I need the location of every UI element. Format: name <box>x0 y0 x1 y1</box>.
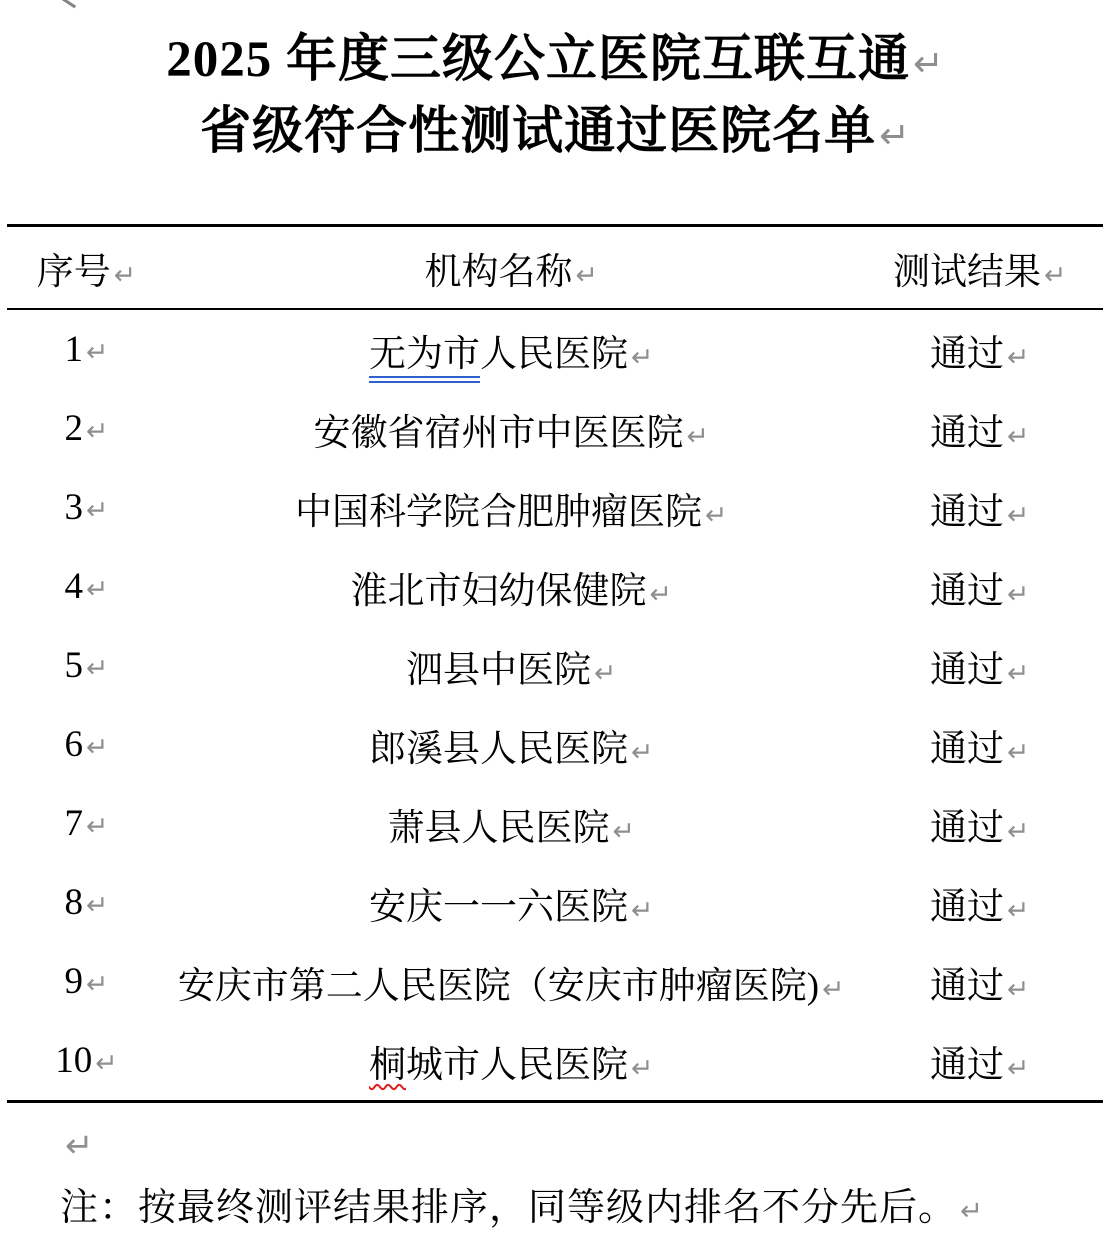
paragraph-mark-icon: ↵ <box>86 416 109 447</box>
hospital-name-text: 人民医院 <box>479 333 628 375</box>
paragraph-mark-icon: ↵ <box>113 259 137 291</box>
paragraph-mark-icon: ↵ <box>86 574 109 605</box>
serial-number: 2 <box>64 408 84 449</box>
hospital-name-text: 城市人民医院 <box>405 1044 628 1086</box>
cell-institution <box>166 481 856 535</box>
cell-result <box>856 797 1103 851</box>
title-line-1 <box>0 26 1110 98</box>
test-result: 通过 <box>930 965 1005 1007</box>
test-result: 通过 <box>930 333 1005 375</box>
paragraph-mark-icon: ↵ <box>704 499 728 531</box>
test-result: 通过 <box>930 886 1005 928</box>
footnote <box>60 1176 983 1231</box>
paragraph-mark-icon: ↵ <box>1007 894 1030 926</box>
paragraph-mark-icon: ↵ <box>822 973 845 1005</box>
header-cell-institution <box>166 241 856 295</box>
hospital-name <box>369 887 628 928</box>
paragraph-mark-icon: ↵ <box>630 894 654 926</box>
hospital-name-text: 安徽省宿州市中医医院 <box>313 412 684 454</box>
cell-institution <box>166 876 856 930</box>
hospital-name <box>406 650 591 691</box>
serial-number: 10 <box>55 1040 93 1081</box>
paragraph-mark-icon: ↵ <box>86 969 109 1000</box>
cell-serial <box>7 565 166 608</box>
paragraph-mark-icon: ↵ <box>630 341 654 373</box>
paragraph-mark-icon: ↵ <box>95 1048 118 1079</box>
cell-result <box>856 323 1103 377</box>
hospital-name-text: 淮北市妇幼保健院 <box>350 570 647 612</box>
paragraph-mark-icon: ↵ <box>86 337 109 368</box>
paragraph-mark-icon: ↵ <box>86 732 109 763</box>
paragraph-mark-icon: ↵ <box>1007 657 1030 689</box>
table-row <box>7 705 1103 784</box>
cell-institution <box>166 323 856 377</box>
paragraph-mark-icon: ↵ <box>86 890 109 921</box>
hospital-name-text: 萧县人民医院 <box>387 807 610 849</box>
cell-serial <box>7 1039 166 1082</box>
hospital-name <box>313 413 683 454</box>
paragraph-mark-icon: ↵ <box>86 653 109 684</box>
table-row <box>7 626 1103 705</box>
hospital-table <box>7 224 1103 1103</box>
hospital-name-text: 泗县中医院 <box>405 649 591 691</box>
cell-serial <box>7 486 166 529</box>
header-result-text: 测试结果 <box>893 251 1042 293</box>
hospital-name-text: 安庆市第二人民医院（安庆市肿瘤医院) <box>177 965 820 1007</box>
serial-number: 3 <box>64 487 84 528</box>
cell-result <box>856 481 1103 535</box>
table-header-row <box>7 224 1103 310</box>
cell-result <box>856 876 1103 930</box>
paragraph-mark-icon: ↵ <box>879 114 910 157</box>
hospital-name-text: 安庆一一六医院 <box>368 886 628 928</box>
title-line-2 <box>0 98 1110 170</box>
title-line-1-text: 2025 年度三级公立医院互联互通 <box>166 32 910 88</box>
hospital-name <box>369 334 628 383</box>
paragraph-mark-icon: ↵ <box>960 1196 983 1227</box>
header-cell-serial <box>7 241 166 295</box>
document-title <box>0 26 1110 170</box>
header-cell-result <box>856 241 1103 295</box>
cell-result <box>856 1034 1103 1088</box>
table-row <box>7 389 1103 468</box>
test-result: 通过 <box>930 1044 1005 1086</box>
paragraph-mark-icon: ↵ <box>686 420 709 452</box>
cell-serial <box>7 644 166 687</box>
test-result: 通过 <box>930 728 1005 770</box>
hospital-name <box>350 571 646 612</box>
serial-number: 4 <box>64 566 84 607</box>
test-result: 通过 <box>930 807 1005 849</box>
paragraph-mark-icon: ↵ <box>1007 973 1030 1005</box>
cell-result <box>856 560 1103 614</box>
paragraph-mark-icon: ↵ <box>649 578 672 610</box>
cell-serial <box>7 881 166 924</box>
paragraph-mark-icon: ↵ <box>1007 578 1030 610</box>
cell-institution <box>166 797 856 851</box>
cell-serial <box>7 802 166 845</box>
table-row <box>7 863 1103 942</box>
paragraph-mark-icon: ↵ <box>1007 815 1030 847</box>
table-row <box>7 310 1103 389</box>
test-result: 通过 <box>930 570 1005 612</box>
hospital-name <box>369 1045 628 1086</box>
serial-number: 6 <box>64 724 84 765</box>
table-row <box>7 547 1103 626</box>
paragraph-mark-icon: ↵ <box>1007 499 1030 531</box>
cell-serial <box>7 723 166 766</box>
test-result: 通过 <box>930 491 1005 533</box>
cell-serial <box>7 960 166 1003</box>
serial-number: 7 <box>64 803 84 844</box>
table-row <box>7 1021 1103 1100</box>
cell-result <box>856 639 1103 693</box>
hospital-name-spell-marked: 桐 <box>368 1044 406 1086</box>
paragraph-mark-icon: ↵ <box>630 736 654 768</box>
cell-institution <box>166 402 856 456</box>
test-result: 通过 <box>930 412 1005 454</box>
table-body <box>7 310 1103 1103</box>
table-row <box>7 784 1103 863</box>
serial-number: 1 <box>64 329 84 370</box>
test-result: 通过 <box>930 649 1005 691</box>
hospital-name <box>295 492 702 533</box>
cell-institution <box>166 955 856 1009</box>
hospital-name-text: 郎溪县人民医院 <box>368 728 628 770</box>
hospital-name-text: 中国科学院合肥肿瘤医院 <box>294 491 702 533</box>
title-line-2-text: 省级符合性测试通过医院名单 <box>200 104 877 160</box>
hospital-name <box>178 966 819 1007</box>
hospital-name-grammar-marked: 无为市 <box>369 334 480 383</box>
cell-result <box>856 955 1103 1009</box>
header-serial-text: 序号 <box>36 251 111 293</box>
paragraph-mark-icon: ↵ <box>1007 736 1030 768</box>
paragraph-mark-icon: ↵ <box>1007 341 1030 373</box>
hospital-name <box>387 808 609 849</box>
serial-number: 8 <box>64 882 84 923</box>
serial-number: 9 <box>64 961 84 1002</box>
paragraph-mark-icon: ↵ <box>593 657 617 689</box>
paragraph-mark-icon: ↵ <box>630 1052 654 1084</box>
footnote-text: 注：按最终测评结果排序，同等级内排名不分先后。 <box>60 1187 958 1229</box>
cell-result <box>856 402 1103 456</box>
paragraph-mark-icon: ↵ <box>1007 1052 1030 1084</box>
paragraph-mark-icon: ↵ <box>1007 420 1030 452</box>
paragraph-mark-icon: ↵ <box>612 815 635 847</box>
cell-institution <box>166 1034 856 1088</box>
cell-result <box>856 718 1103 772</box>
table-row <box>7 468 1103 547</box>
cutoff-paragraph-mark-icon <box>59 0 76 8</box>
paragraph-mark-icon: ↵ <box>575 259 598 291</box>
serial-number: 5 <box>64 645 84 686</box>
paragraph-mark-icon: ↵ <box>86 811 109 842</box>
empty-paragraph-mark-icon: ↵ <box>65 1126 94 1166</box>
table-row <box>7 942 1103 1021</box>
header-institution-text: 机构名称 <box>424 251 573 293</box>
cell-institution <box>166 560 856 614</box>
paragraph-mark-icon: ↵ <box>912 42 944 85</box>
cell-institution <box>166 639 856 693</box>
cell-institution <box>166 718 856 772</box>
cell-serial <box>7 407 166 450</box>
paragraph-mark-icon: ↵ <box>1044 259 1067 291</box>
paragraph-mark-icon: ↵ <box>86 495 109 526</box>
hospital-name <box>369 729 628 770</box>
cell-serial <box>7 328 166 371</box>
